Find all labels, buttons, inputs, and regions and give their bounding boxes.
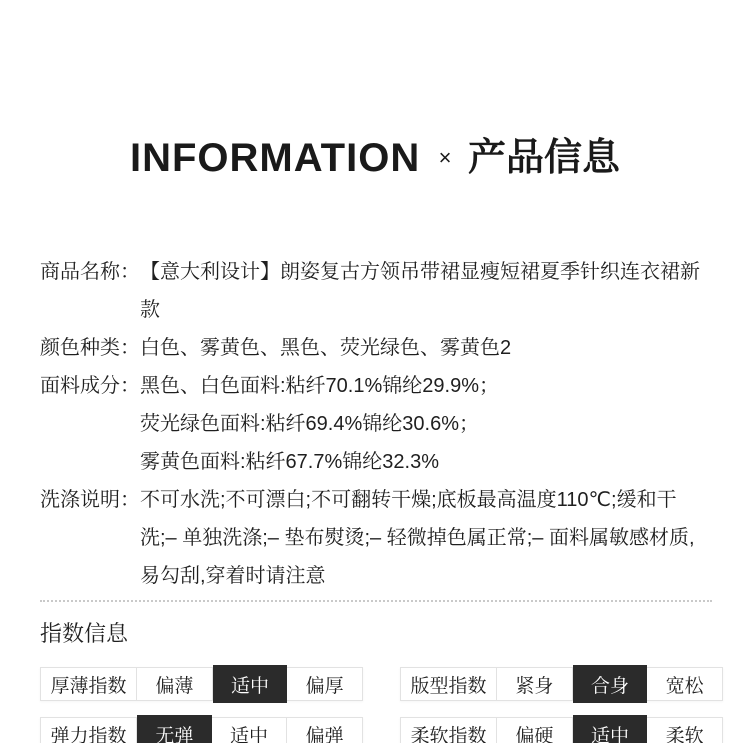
- index-option-selected: 合身: [573, 665, 648, 703]
- detail-label-washing-instructions: 洗涤说明：: [40, 489, 140, 511]
- detail-value-color-types: [140, 329, 712, 367]
- dotted-divider: [40, 600, 712, 602]
- index-option: 偏弹: [305, 725, 344, 743]
- index-option: 偏硬: [497, 718, 573, 743]
- index-option: 紧身: [497, 668, 573, 700]
- title-chinese: 产品信息: [467, 137, 620, 179]
- index-tables-grid: [0, 667, 750, 743]
- index-option: 适中: [212, 718, 288, 743]
- detail-label-fabric-composition: 面料成分：: [40, 375, 140, 397]
- detail-line: 【意大利设计】朗姿复古方领吊带裙显瘦短裙夏季针织连衣裙新款: [140, 261, 700, 321]
- detail-label-product-name: 商品名称：: [40, 261, 140, 283]
- detail-label-color-types: 颜色种类：: [40, 337, 140, 359]
- detail-line: 白色、雾黄色、黑色、荧光绿色、雾黄色2: [140, 337, 512, 359]
- index-option-selected: 适中: [573, 715, 648, 743]
- index-table-thickness: [40, 667, 363, 701]
- index-option: 宽松: [665, 675, 704, 697]
- detail-value-product-name: [140, 253, 712, 329]
- index-option-selected: 无弹: [137, 715, 212, 743]
- detail-line: 雾黄色面料:粘纤67.7%锦纶32.3%: [140, 451, 439, 473]
- index-label-thickness: 厚薄指数: [41, 668, 137, 700]
- detail-row-washing-instructions: [40, 481, 712, 595]
- index-table-elasticity: [40, 717, 363, 743]
- detail-line: 荧光绿色面料:粘纤69.4%锦纶30.6%；: [140, 413, 479, 435]
- page-title: [0, 132, 750, 184]
- index-option-selected: 适中: [213, 665, 288, 703]
- index-option: 柔软: [665, 725, 704, 743]
- product-details: [0, 253, 750, 595]
- title-separator-x: ×: [438, 145, 452, 170]
- title-english: INFORMATION: [130, 136, 421, 180]
- index-option: 偏厚: [305, 675, 344, 697]
- detail-row-product-name: [40, 253, 712, 329]
- index-option: 偏薄: [137, 668, 213, 700]
- detail-row-fabric-composition: [40, 367, 712, 481]
- detail-row-color-types: [40, 329, 712, 367]
- index-section-heading: 指数信息: [40, 621, 129, 646]
- index-label-fit: 版型指数: [401, 668, 497, 700]
- index-table-fit: [400, 667, 723, 701]
- detail-value-washing-instructions: [140, 481, 712, 595]
- index-table-softness: [400, 717, 723, 743]
- detail-line: 不可水洗;不可漂白;不可翻转干燥;底板最高温度110℃;缓和干洗;– 单独洗涤;– 垫布熨烫;– 轻微掉色属正常;– 面料属敏感材质,易勾刮,穿着时请注意: [140, 489, 695, 587]
- index-label-softness: 柔软指数: [401, 718, 497, 743]
- index-label-elasticity: 弹力指数: [41, 718, 137, 743]
- detail-line: 黑色、白色面料:粘纤70.1%锦纶29.9%；: [140, 375, 499, 397]
- detail-value-fabric-composition: [140, 367, 712, 481]
